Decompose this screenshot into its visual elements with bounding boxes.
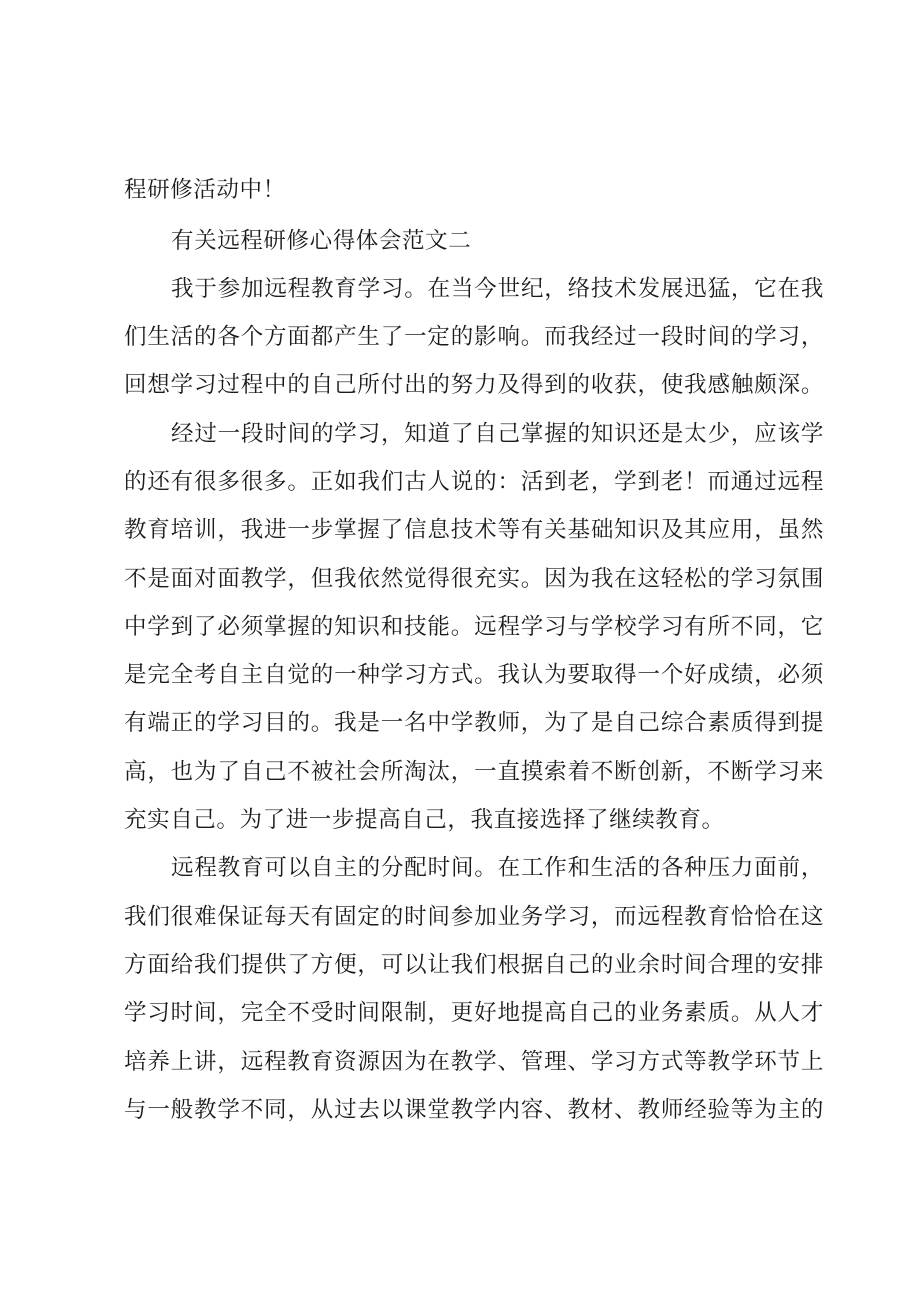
text-line: 回想学习过程中的自己所付出的努力及得到的收获，使我感触颇深。	[124, 372, 824, 398]
text-line: 教育培训，我进一步掌握了信息技术等有关基础知识及其应用，虽然	[124, 517, 824, 543]
section-heading: 有关远程研修心得体会范文二	[171, 228, 472, 254]
text-line: 们生活的各个方面都产生了一定的影响。而我经过一段时间的学习，	[124, 324, 824, 350]
text-line: 高，也为了自己不被社会所淘汰，一直摸索着不断创新，不断学习来	[124, 759, 824, 785]
text-line: 有端正的学习目的。我是一名中学教师，为了是自己综合素质得到提	[124, 710, 824, 736]
text-line-continuation: 程研修活动中！	[124, 177, 286, 203]
text-line: 是完全考自主自觉的一种学习方式。我认为要取得一个好成绩，必须	[124, 662, 824, 688]
text-line: 培养上讲，远程教育资源因为在教学、管理、学习方式等教学环节上	[124, 1049, 824, 1075]
text-line: 远程教育可以自主的分配时间。在工作和生活的各种压力面前，	[171, 855, 824, 881]
text-line: 我们很难保证每天有固定的时间参加业务学习，而远程教育恰恰在这	[124, 904, 824, 930]
text-line: 与一般教学不同，从过去以课堂教学内容、教材、教师经验等为主的	[124, 1097, 824, 1123]
text-line: 中学到了必须掌握的知识和技能。远程学习与学校学习有所不同，它	[124, 614, 824, 640]
text-line: 学习时间，完全不受时间限制，更好地提高自己的业务素质。从人才	[124, 1000, 824, 1026]
text-line: 经过一段时间的学习，知道了自己掌握的知识还是太少，应该学	[171, 421, 824, 447]
text-line: 充实自己。为了进一步提高自己，我直接选择了继续教育。	[124, 807, 725, 833]
text-line: 我于参加远程教育学习。在当今世纪，络技术发展迅猛，它在我	[171, 276, 824, 302]
text-line: 不是面对面教学，但我依然觉得很充实。因为我在这轻松的学习氛围	[124, 566, 824, 592]
text-line: 方面给我们提供了方便，可以让我们根据自己的业余时间合理的安排	[124, 952, 824, 978]
text-line: 的还有很多很多。正如我们古人说的：活到老，学到老！而通过远程	[124, 469, 824, 495]
